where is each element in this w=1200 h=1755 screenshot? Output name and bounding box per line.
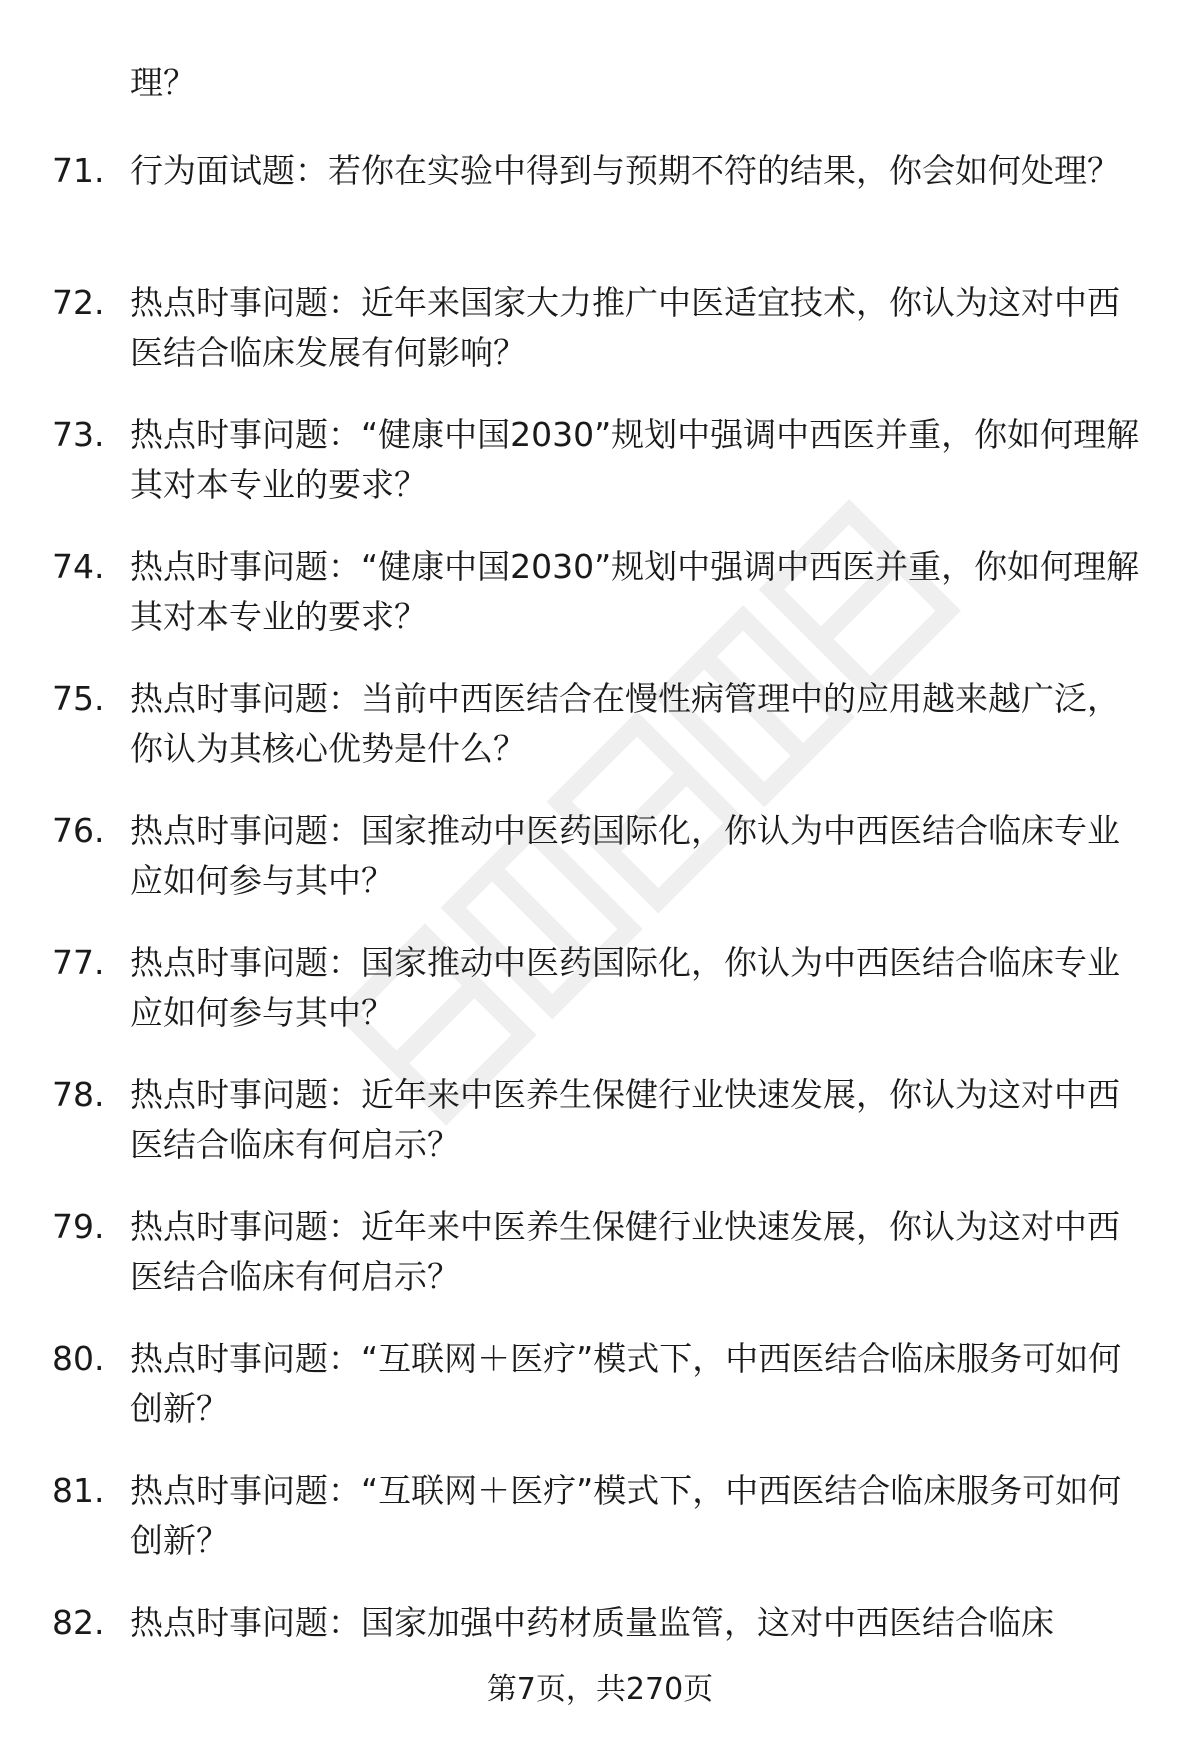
question-text: 热点时事问题：近年来中医养生保健行业快速发展，你认为这对中西医结合临床有何启示？ bbox=[130, 1207, 1120, 1296]
question-number: 75. bbox=[52, 679, 105, 718]
question-number: 79. bbox=[52, 1207, 105, 1246]
question-text: 热点时事问题：近年来国家大力推广中医适宜技术，你认为这对中西医结合临床发展有何影响？ bbox=[130, 283, 1120, 372]
question-text: 行为面试题：若你在实验中得到与预期不符的结果，你会如何处理？ bbox=[130, 151, 1120, 190]
question-item bbox=[0, 806, 1200, 938]
question-item bbox=[0, 1070, 1200, 1202]
question-item bbox=[0, 938, 1200, 1070]
continuation-text: 理？ bbox=[130, 63, 196, 102]
question-item bbox=[0, 1598, 1200, 1730]
question-number: 82. bbox=[52, 1603, 105, 1642]
question-number: 71. bbox=[52, 151, 105, 190]
question-number: 77. bbox=[52, 943, 105, 982]
question-number: 73. bbox=[52, 415, 105, 454]
question-item bbox=[0, 146, 1200, 278]
question-text: 热点时事问题：国家加强中药材质量监管，这对中西医结合临床 bbox=[130, 1603, 1054, 1642]
question-item bbox=[0, 1466, 1200, 1598]
question-number: 81. bbox=[52, 1471, 105, 1510]
question-number: 76. bbox=[52, 811, 105, 850]
question-number: 74. bbox=[52, 547, 105, 586]
question-item bbox=[0, 674, 1200, 806]
question-text: 热点时事问题：国家推动中医药国际化，你认为中西医结合临床专业应如何参与其中？ bbox=[130, 811, 1120, 900]
question-number: 78. bbox=[52, 1075, 105, 1114]
question-item bbox=[0, 542, 1200, 674]
question-item bbox=[0, 1334, 1200, 1466]
question-text: 热点时事问题：近年来中医养生保健行业快速发展，你认为这对中西医结合临床有何启示？ bbox=[130, 1075, 1120, 1164]
question-text: 热点时事问题：“互联网＋医疗”模式下，中西医结合临床服务可如何创新？ bbox=[130, 1339, 1122, 1428]
question-number: 80. bbox=[52, 1339, 105, 1378]
question-text: 热点时事问题：“健康中国2030”规划中强调中西医并重，你如何理解其对本专业的要求？ bbox=[130, 415, 1140, 504]
question-number: 72. bbox=[52, 283, 105, 322]
page-indicator: 第7页，共270页 bbox=[486, 1672, 714, 1707]
question-item bbox=[0, 410, 1200, 542]
question-item bbox=[0, 278, 1200, 410]
question-text: 热点时事问题：“互联网＋医疗”模式下，中西医结合临床服务可如何创新？ bbox=[130, 1471, 1122, 1560]
question-item bbox=[0, 1202, 1200, 1334]
question-list bbox=[0, 146, 1200, 1730]
question-text: 热点时事问题：“健康中国2030”规划中强调中西医并重，你如何理解其对本专业的要求？ bbox=[130, 547, 1140, 636]
question-text: 热点时事问题：当前中西医结合在慢性病管理中的应用越来越广泛，你认为其核心优势是什么？ bbox=[130, 679, 1120, 768]
question-text: 热点时事问题：国家推动中医药国际化，你认为中西医结合临床专业应如何参与其中？ bbox=[130, 943, 1120, 1032]
